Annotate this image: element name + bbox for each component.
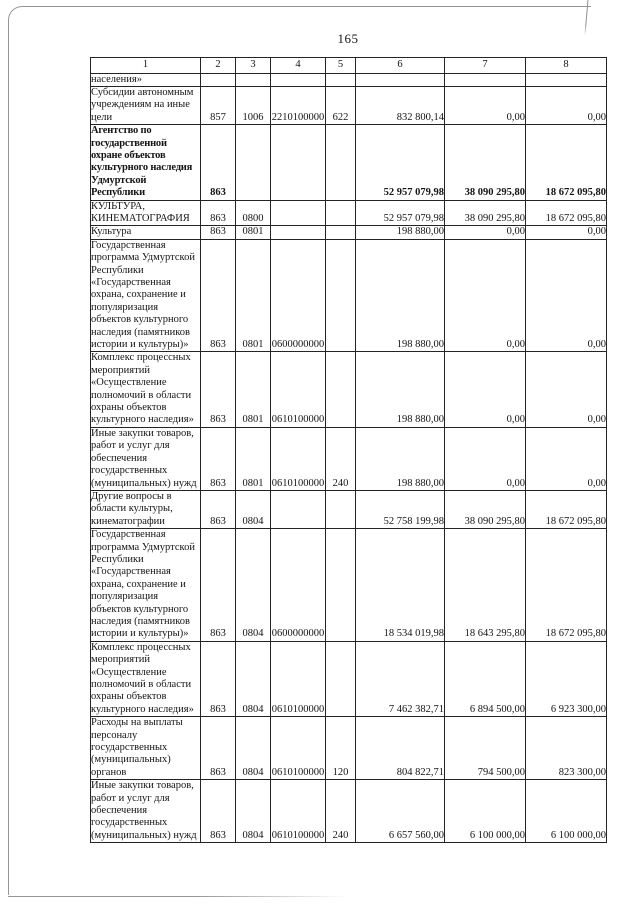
cell-value — [356, 73, 445, 86]
cell-value — [326, 200, 356, 226]
cell-value: 6 100 000,00 — [526, 780, 607, 843]
cell-value: 0610100000 — [271, 352, 326, 427]
cell-value: 2210100000 — [271, 86, 326, 124]
cell-value: 0801 — [236, 427, 271, 490]
cell-value: 0,00 — [526, 427, 607, 490]
cell-value: 0804 — [236, 780, 271, 843]
cell-value: 38 090 295,80 — [445, 125, 526, 200]
cell-value: 198 880,00 — [356, 226, 445, 239]
cell-value: 863 — [201, 239, 236, 352]
cell-value: 198 880,00 — [356, 427, 445, 490]
cell-value: 0804 — [236, 717, 271, 780]
cell-name: населения» — [91, 73, 201, 86]
cell-value: 622 — [326, 86, 356, 124]
table-row — [91, 239, 607, 352]
cell-value: 857 — [201, 86, 236, 124]
cell-name: Агентство по государственной охране объектов культурного наследия Удмуртской Республики — [91, 125, 201, 200]
table-row — [91, 780, 607, 843]
cell-value: 18 672 095,80 — [526, 125, 607, 200]
page-number: 165 — [337, 31, 359, 46]
cell-name: КУЛЬТУРА, КИНЕМАТОГРАФИЯ — [91, 200, 201, 226]
cell-value — [271, 73, 326, 86]
table-header-row — [91, 58, 607, 74]
cell-value: 863 — [201, 226, 236, 239]
cell-value: 0610100000 — [271, 641, 326, 716]
cell-name: Государственная программа Удмуртской Республики «Государственная охрана, сохранение и популяризация объектов культурного наследия (памятников истории и культуры)» — [91, 239, 201, 352]
cell-value: 804 822,71 — [356, 717, 445, 780]
cell-value: 0600000000 — [271, 239, 326, 352]
cell-value: 6 923 300,00 — [526, 641, 607, 716]
cell-value: 240 — [326, 427, 356, 490]
column-header-1: 1 — [91, 58, 201, 74]
cell-value: 794 500,00 — [445, 717, 526, 780]
cell-value: 0610100000 — [271, 780, 326, 843]
cell-value: 18 672 095,80 — [526, 529, 607, 642]
cell-value — [326, 641, 356, 716]
cell-value: 52 957 079,98 — [356, 200, 445, 226]
table-row — [91, 200, 607, 226]
table-row — [91, 641, 607, 716]
cell-value: 863 — [201, 352, 236, 427]
column-header-2: 2 — [201, 58, 236, 74]
cell-value — [326, 73, 356, 86]
cell-name: Расходы на выплаты персоналу государственных (муниципальных) органов — [91, 717, 201, 780]
cell-value: 863 — [201, 780, 236, 843]
cell-value: 863 — [201, 641, 236, 716]
cell-value: 0801 — [236, 239, 271, 352]
cell-value — [201, 73, 236, 86]
cell-value: 863 — [201, 717, 236, 780]
table-row — [91, 352, 607, 427]
table-row — [91, 86, 607, 124]
cell-value: 863 — [201, 490, 236, 528]
cell-value — [271, 200, 326, 226]
cell-value: 6 894 500,00 — [445, 641, 526, 716]
cell-value: 0,00 — [445, 427, 526, 490]
cell-value: 0,00 — [445, 352, 526, 427]
cell-value: 198 880,00 — [356, 239, 445, 352]
cell-value: 0610100000 — [271, 717, 326, 780]
budget-table-body — [91, 73, 607, 843]
cell-value: 0804 — [236, 490, 271, 528]
cell-value — [326, 352, 356, 427]
cell-value: 832 800,14 — [356, 86, 445, 124]
column-header-7: 7 — [445, 58, 526, 74]
table-row — [91, 226, 607, 239]
table-row — [91, 717, 607, 780]
cell-value: 0,00 — [526, 239, 607, 352]
cell-value: 0610100000 — [271, 427, 326, 490]
cell-value: 198 880,00 — [356, 352, 445, 427]
cell-value: 863 — [201, 427, 236, 490]
cell-value — [326, 490, 356, 528]
cell-value: 6 100 000,00 — [445, 780, 526, 843]
cell-name: Государственная программа Удмуртской Республики «Государственная охрана, сохранение и популяризация объектов культурного наследия (памятников истории и культуры)» — [91, 529, 201, 642]
column-header-4: 4 — [271, 58, 326, 74]
column-header-8: 8 — [526, 58, 607, 74]
cell-value — [526, 73, 607, 86]
cell-value: 0,00 — [445, 239, 526, 352]
cell-name: Иные закупки товаров, работ и услуг для обеспечения государственных (муниципальных) нужд — [91, 427, 201, 490]
cell-name: Иные закупки товаров, работ и услуг для обеспечения государственных (муниципальных) нужд — [91, 780, 201, 843]
cell-value — [326, 239, 356, 352]
cell-value: 0801 — [236, 226, 271, 239]
column-header-6: 6 — [356, 58, 445, 74]
cell-value: 0,00 — [526, 352, 607, 427]
cell-value: 0804 — [236, 641, 271, 716]
cell-value: 0,00 — [445, 86, 526, 124]
cell-value — [236, 73, 271, 86]
cell-value: 52 758 199,98 — [356, 490, 445, 528]
cell-value: 0801 — [236, 352, 271, 427]
cell-value: 7 462 382,71 — [356, 641, 445, 716]
table-row — [91, 125, 607, 200]
budget-table — [90, 57, 607, 843]
cell-value — [271, 490, 326, 528]
table-row — [91, 490, 607, 528]
cell-value: 38 090 295,80 — [445, 200, 526, 226]
cell-value — [326, 226, 356, 239]
cell-value: 52 957 079,98 — [356, 125, 445, 200]
cell-value: 863 — [201, 529, 236, 642]
cell-value: 823 300,00 — [526, 717, 607, 780]
cell-value: 18 643 295,80 — [445, 529, 526, 642]
cell-value: 0,00 — [526, 226, 607, 239]
cell-value: 240 — [326, 780, 356, 843]
column-header-3: 3 — [236, 58, 271, 74]
cell-name: Комплекс процессных мероприятий «Осуществление полномочий в области охраны объектов культурного наследия» — [91, 352, 201, 427]
cell-value — [271, 125, 326, 200]
cell-value — [445, 73, 526, 86]
cell-value: 0600000000 — [271, 529, 326, 642]
column-header-5: 5 — [326, 58, 356, 74]
cell-value: 18 534 019,98 — [356, 529, 445, 642]
cell-value: 863 — [201, 200, 236, 226]
table-row — [91, 529, 607, 642]
table-row — [91, 427, 607, 490]
cell-value: 18 672 095,80 — [526, 490, 607, 528]
cell-value — [236, 125, 271, 200]
cell-value — [326, 125, 356, 200]
cell-value: 120 — [326, 717, 356, 780]
cell-value: 38 090 295,80 — [445, 490, 526, 528]
cell-value: 0,00 — [526, 86, 607, 124]
cell-value: 863 — [201, 125, 236, 200]
cell-value: 0,00 — [445, 226, 526, 239]
cell-value: 6 657 560,00 — [356, 780, 445, 843]
cell-value — [326, 529, 356, 642]
page-scan-border-bottom — [8, 896, 348, 897]
cell-value: 18 672 095,80 — [526, 200, 607, 226]
cell-value: 0800 — [236, 200, 271, 226]
cell-value: 1006 — [236, 86, 271, 124]
cell-value — [271, 226, 326, 239]
cell-name: Культура — [91, 226, 201, 239]
cell-name: Комплекс процессных мероприятий «Осуществление полномочий в области охраны объектов культурного наследия» — [91, 641, 201, 716]
table-row — [91, 73, 607, 86]
cell-name: Другие вопросы в области культуры, кинематографии — [91, 490, 201, 528]
cell-value: 0804 — [236, 529, 271, 642]
cell-name: Субсидии автономным учреждениям на иные цели — [91, 86, 201, 124]
